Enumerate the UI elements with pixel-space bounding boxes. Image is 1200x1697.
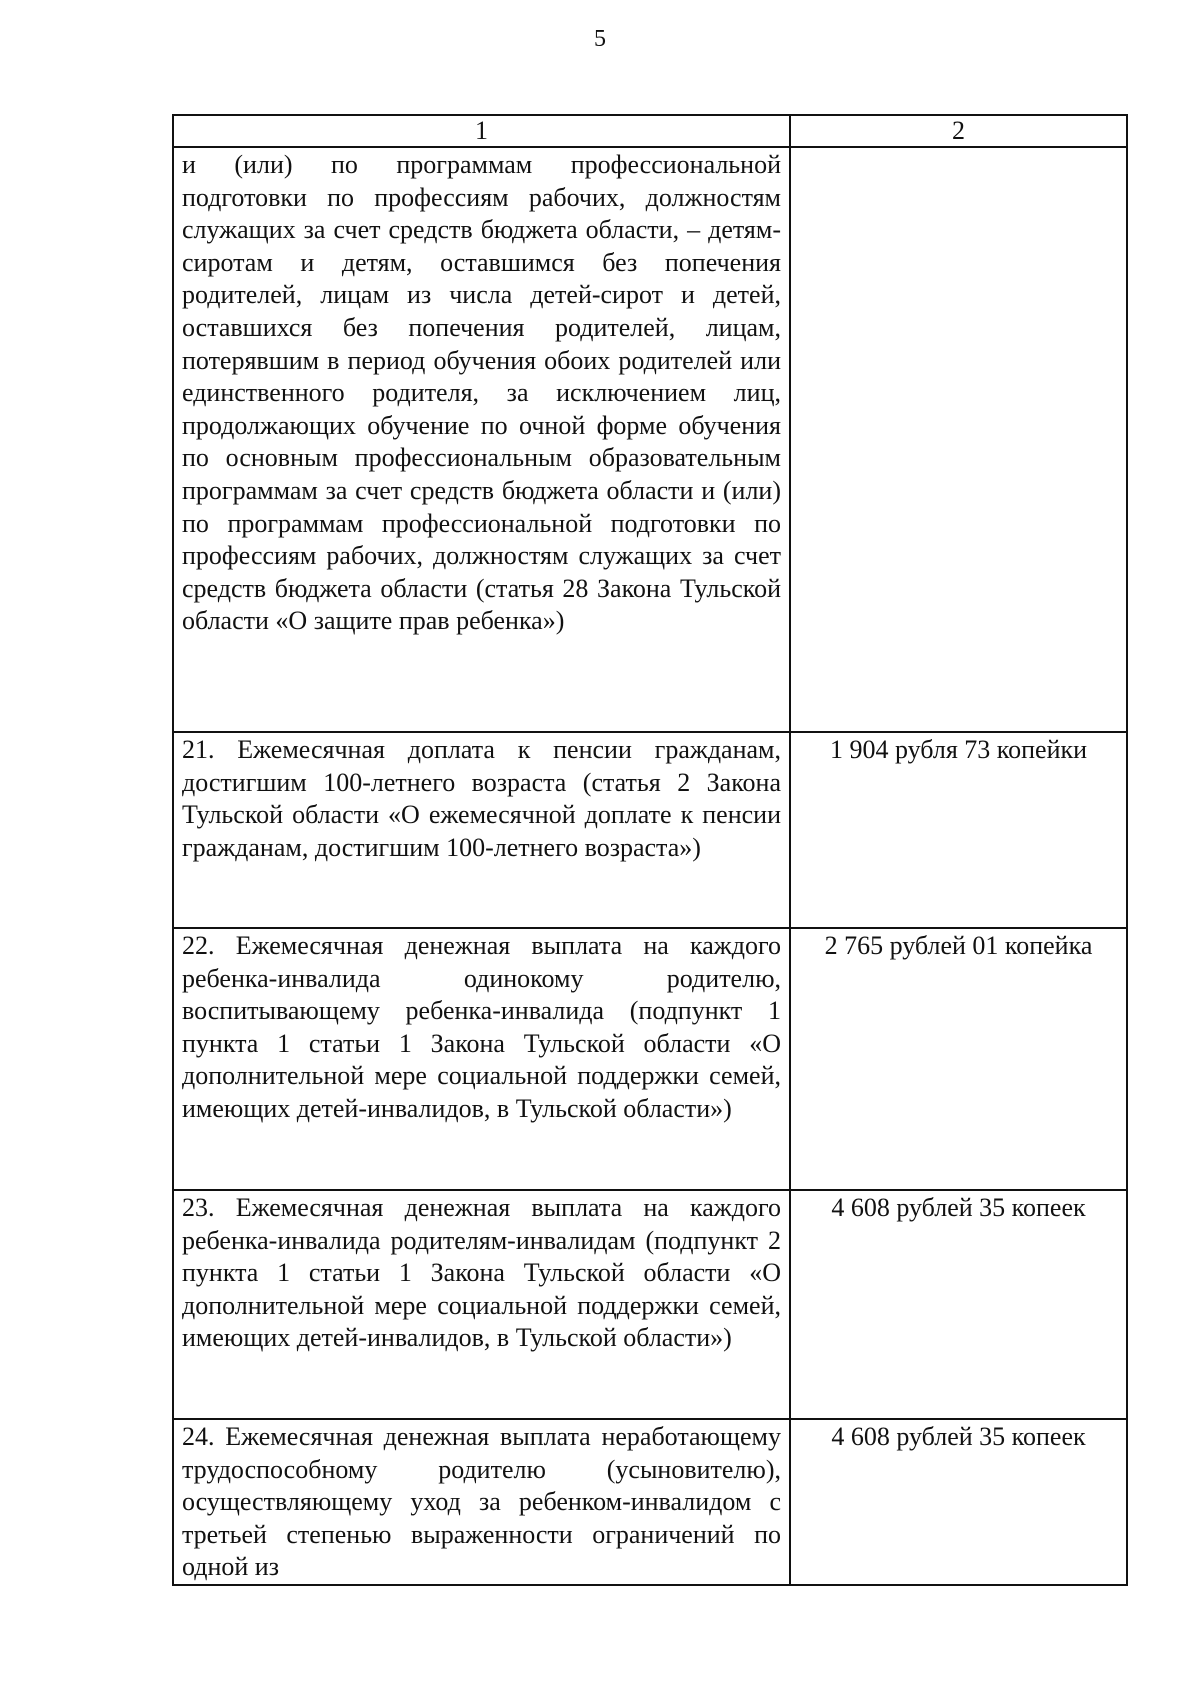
- benefit-description: и (или) по программам профессиональной подготовки по профессиям рабочих, должностям служащих за счет средств бюджета области, – детям-сиротам и детям, оставшимся без попечения родителей, лицам из числа детей-сирот и детей, оставшихся без попечения родителей, лицам, потерявшим в период обучения обоих родителей или единственного родителя, за исключением лиц, продолжающих обучение по очной форме обучения по основным профессиональным образовательным программам за счет средств бюджета области и (или) по программам профессиональной подготовки по профессиям рабочих, должностям служащих за счет средств бюджета области (статья 28 Закона Тульской области «О защите прав ребенка»): [173, 147, 790, 732]
- table-row: [173, 1419, 1127, 1585]
- benefits-table: [172, 114, 1128, 1586]
- column-header-2: 2: [790, 115, 1127, 147]
- benefit-description: 21. Ежемесячная доплата к пенсии гражданам, достигшим 100-летнего возраста (статья 2 Закона Тульской области «О ежемесячной доплате к пенсии гражданам, достигшим 100-летнего возраста»): [173, 732, 790, 928]
- table-row: [173, 147, 1127, 732]
- benefit-amount: 2 765 рублей 01 копейка: [790, 928, 1127, 1190]
- table-row: [173, 732, 1127, 928]
- benefit-description: 22. Ежемесячная денежная выплата на каждого ребенка-инвалида одинокому родителю, воспитывающему ребенка-инвалида (подпункт 1 пункта 1 статьи 1 Закона Тульской области «О дополнительной мере социальной поддержки семей, имеющих детей-инвалидов, в Тульской области»): [173, 928, 790, 1190]
- benefit-amount: 1 904 рубля 73 копейки: [790, 732, 1127, 928]
- benefit-amount: [790, 147, 1127, 732]
- table-row: [173, 928, 1127, 1190]
- benefit-amount: 4 608 рублей 35 копеек: [790, 1419, 1127, 1585]
- benefit-description: 23. Ежемесячная денежная выплата на каждого ребенка-инвалида родителям-инвалидам (подпункт 2 пункта 1 статьи 1 Закона Тульской области «О дополнительной мере социальной поддержки семей, имеющих детей-инвалидов, в Тульской области»): [173, 1190, 790, 1419]
- page-number: 5: [594, 26, 606, 52]
- benefit-amount: 4 608 рублей 35 копеек: [790, 1190, 1127, 1419]
- table-header-row: [173, 115, 1127, 147]
- benefit-description: 24. Ежемесячная денежная выплата неработающему трудоспособному родителю (усыновителю), осуществляющему уход за ребенком-инвалидом с третьей степенью выраженности ограничений по одной из: [173, 1419, 790, 1585]
- column-header-1: 1: [173, 115, 790, 147]
- table-row: [173, 1190, 1127, 1419]
